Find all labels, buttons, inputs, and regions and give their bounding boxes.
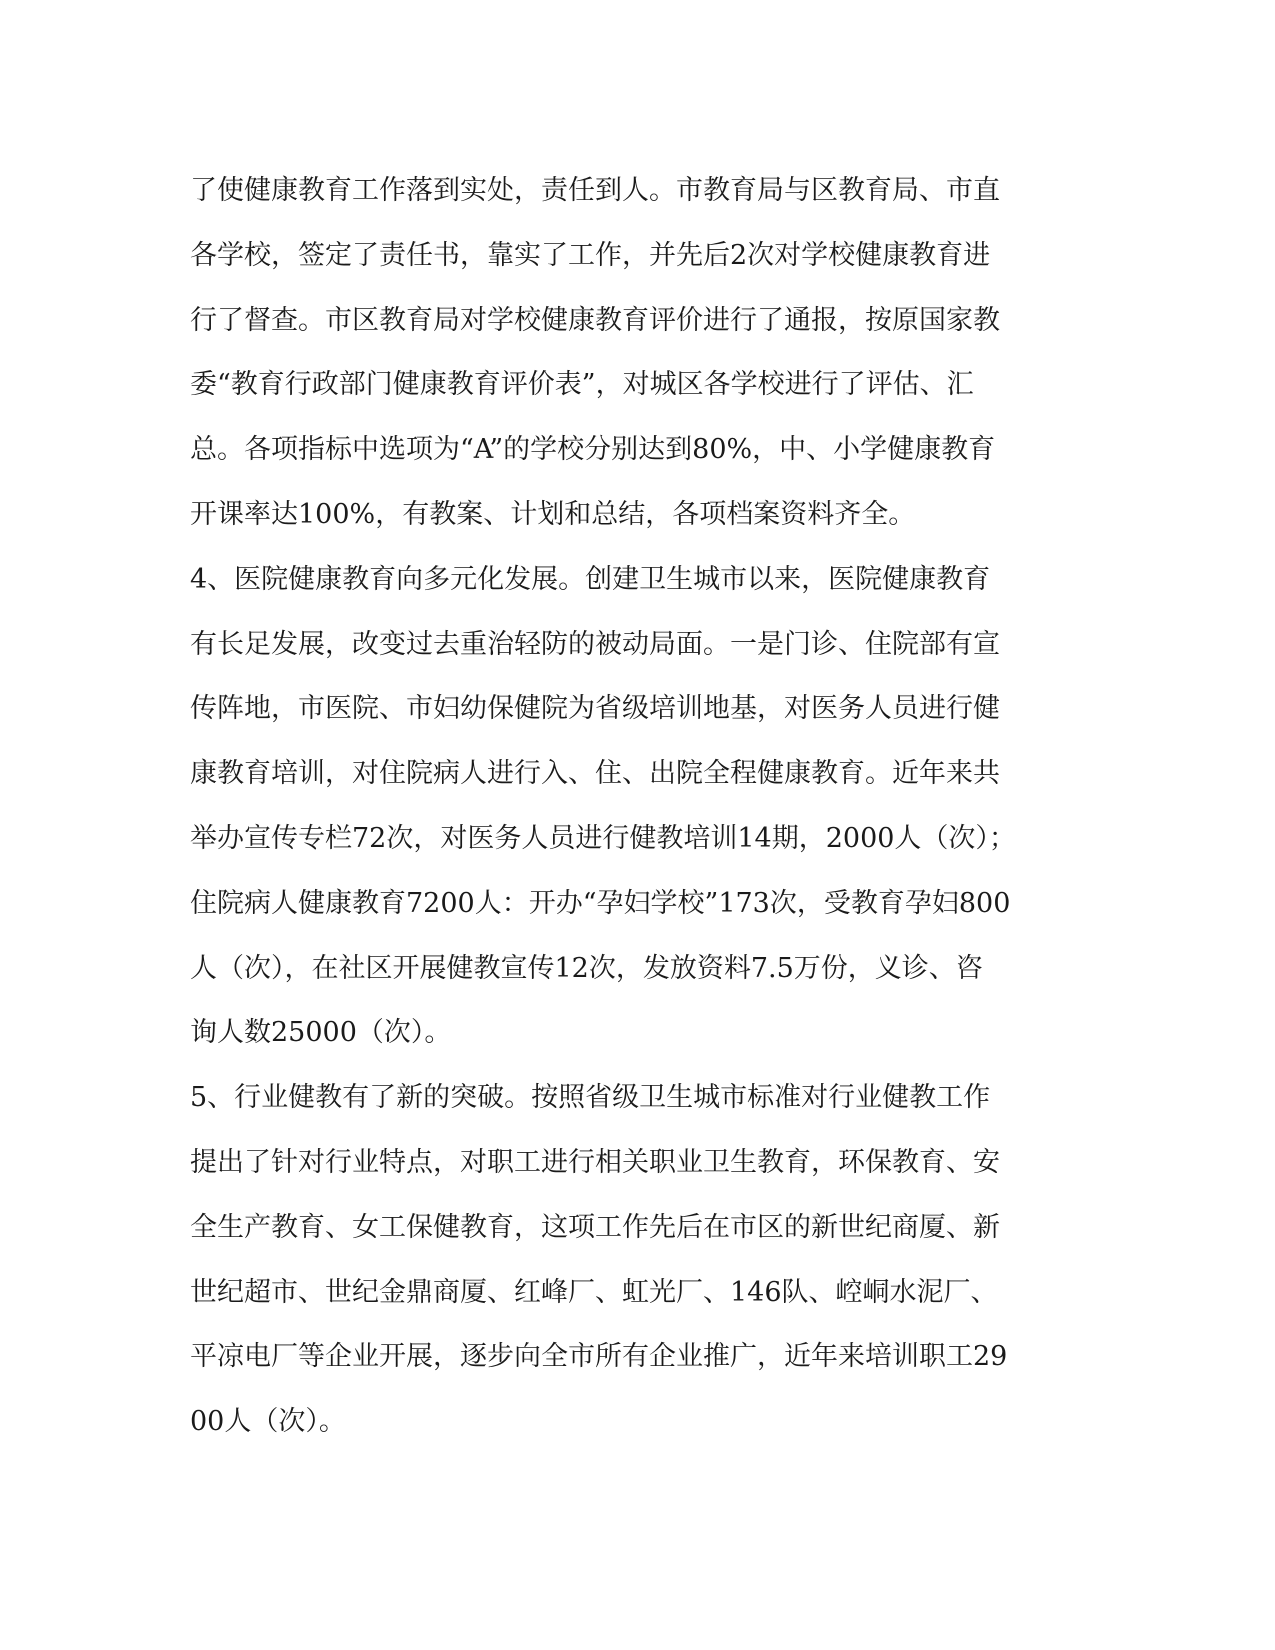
text-line: 康教育培训，对住院病人进行入、住、出院全程健康教育。近年来共 [190,758,1000,790]
text-line: 世纪超市、世纪金鼎商厦、红峰厂、虹光厂、146队、崆峒水泥厂、 [190,1276,998,1308]
body-text [190,159,1090,1455]
text-line: 全生产教育、女工保健教育，这项工作先后在市区的新世纪商厦、新 [190,1211,1000,1243]
text-line: 5、行业健教有了新的突破。按照省级卫生城市标准对行业健教工作 [190,1082,991,1114]
text-line: 询人数25000（次）。 [190,1017,452,1049]
text-line: 委“教育行政部门健康教育评价表”，对城区各学校进行了评估、汇 [190,369,974,401]
text-line: 4、医院健康教育向多元化发展。创建卫生城市以来，医院健康教育 [190,563,991,595]
text-line: 平凉电厂等企业开展，逐步向全市所有企业推广，近年来培训职工29 [190,1341,1008,1373]
text-line: 提出了针对行业特点，对职工进行相关职业卫生教育，环保教育、安 [190,1146,1000,1178]
text-line: 传阵地，市医院、市妇幼保健院为省级培训地基，对医务人员进行健 [190,693,1000,725]
text-line: 住院病人健康教育7200人：开办“孕妇学校”173次，受教育孕妇800 [190,887,1011,919]
text-line: 了使健康教育工作落到实处，责任到人。市教育局与区教育局、市直 [190,175,1000,206]
text-line: 人（次），在社区开展健教宣传12次，发放资料7.5万份，义诊、咨 [190,952,983,984]
text-line: 有长足发展，改变过去重治轻防的被动局面。一是门诊、住院部有宣 [190,628,1000,660]
text-line: 总。各项指标中选项为“A”的学校分别达到80%，中、小学健康教育 [190,434,996,466]
text-line: 开课率达100%，有教案、计划和总结，各项档案资料齐全。 [190,498,916,530]
text-line: 举办宣传专栏72次，对医务人员进行健教培训14期，2000人（次）； [190,822,1016,854]
text-line: 各学校，签定了责任书，靠实了工作，并先后2次对学校健康教育进 [190,239,991,271]
text-line: 行了督查。市区教育局对学校健康教育评价进行了通报，按原国家教 [190,304,1000,336]
text-line: 00人（次）。 [190,1406,346,1438]
